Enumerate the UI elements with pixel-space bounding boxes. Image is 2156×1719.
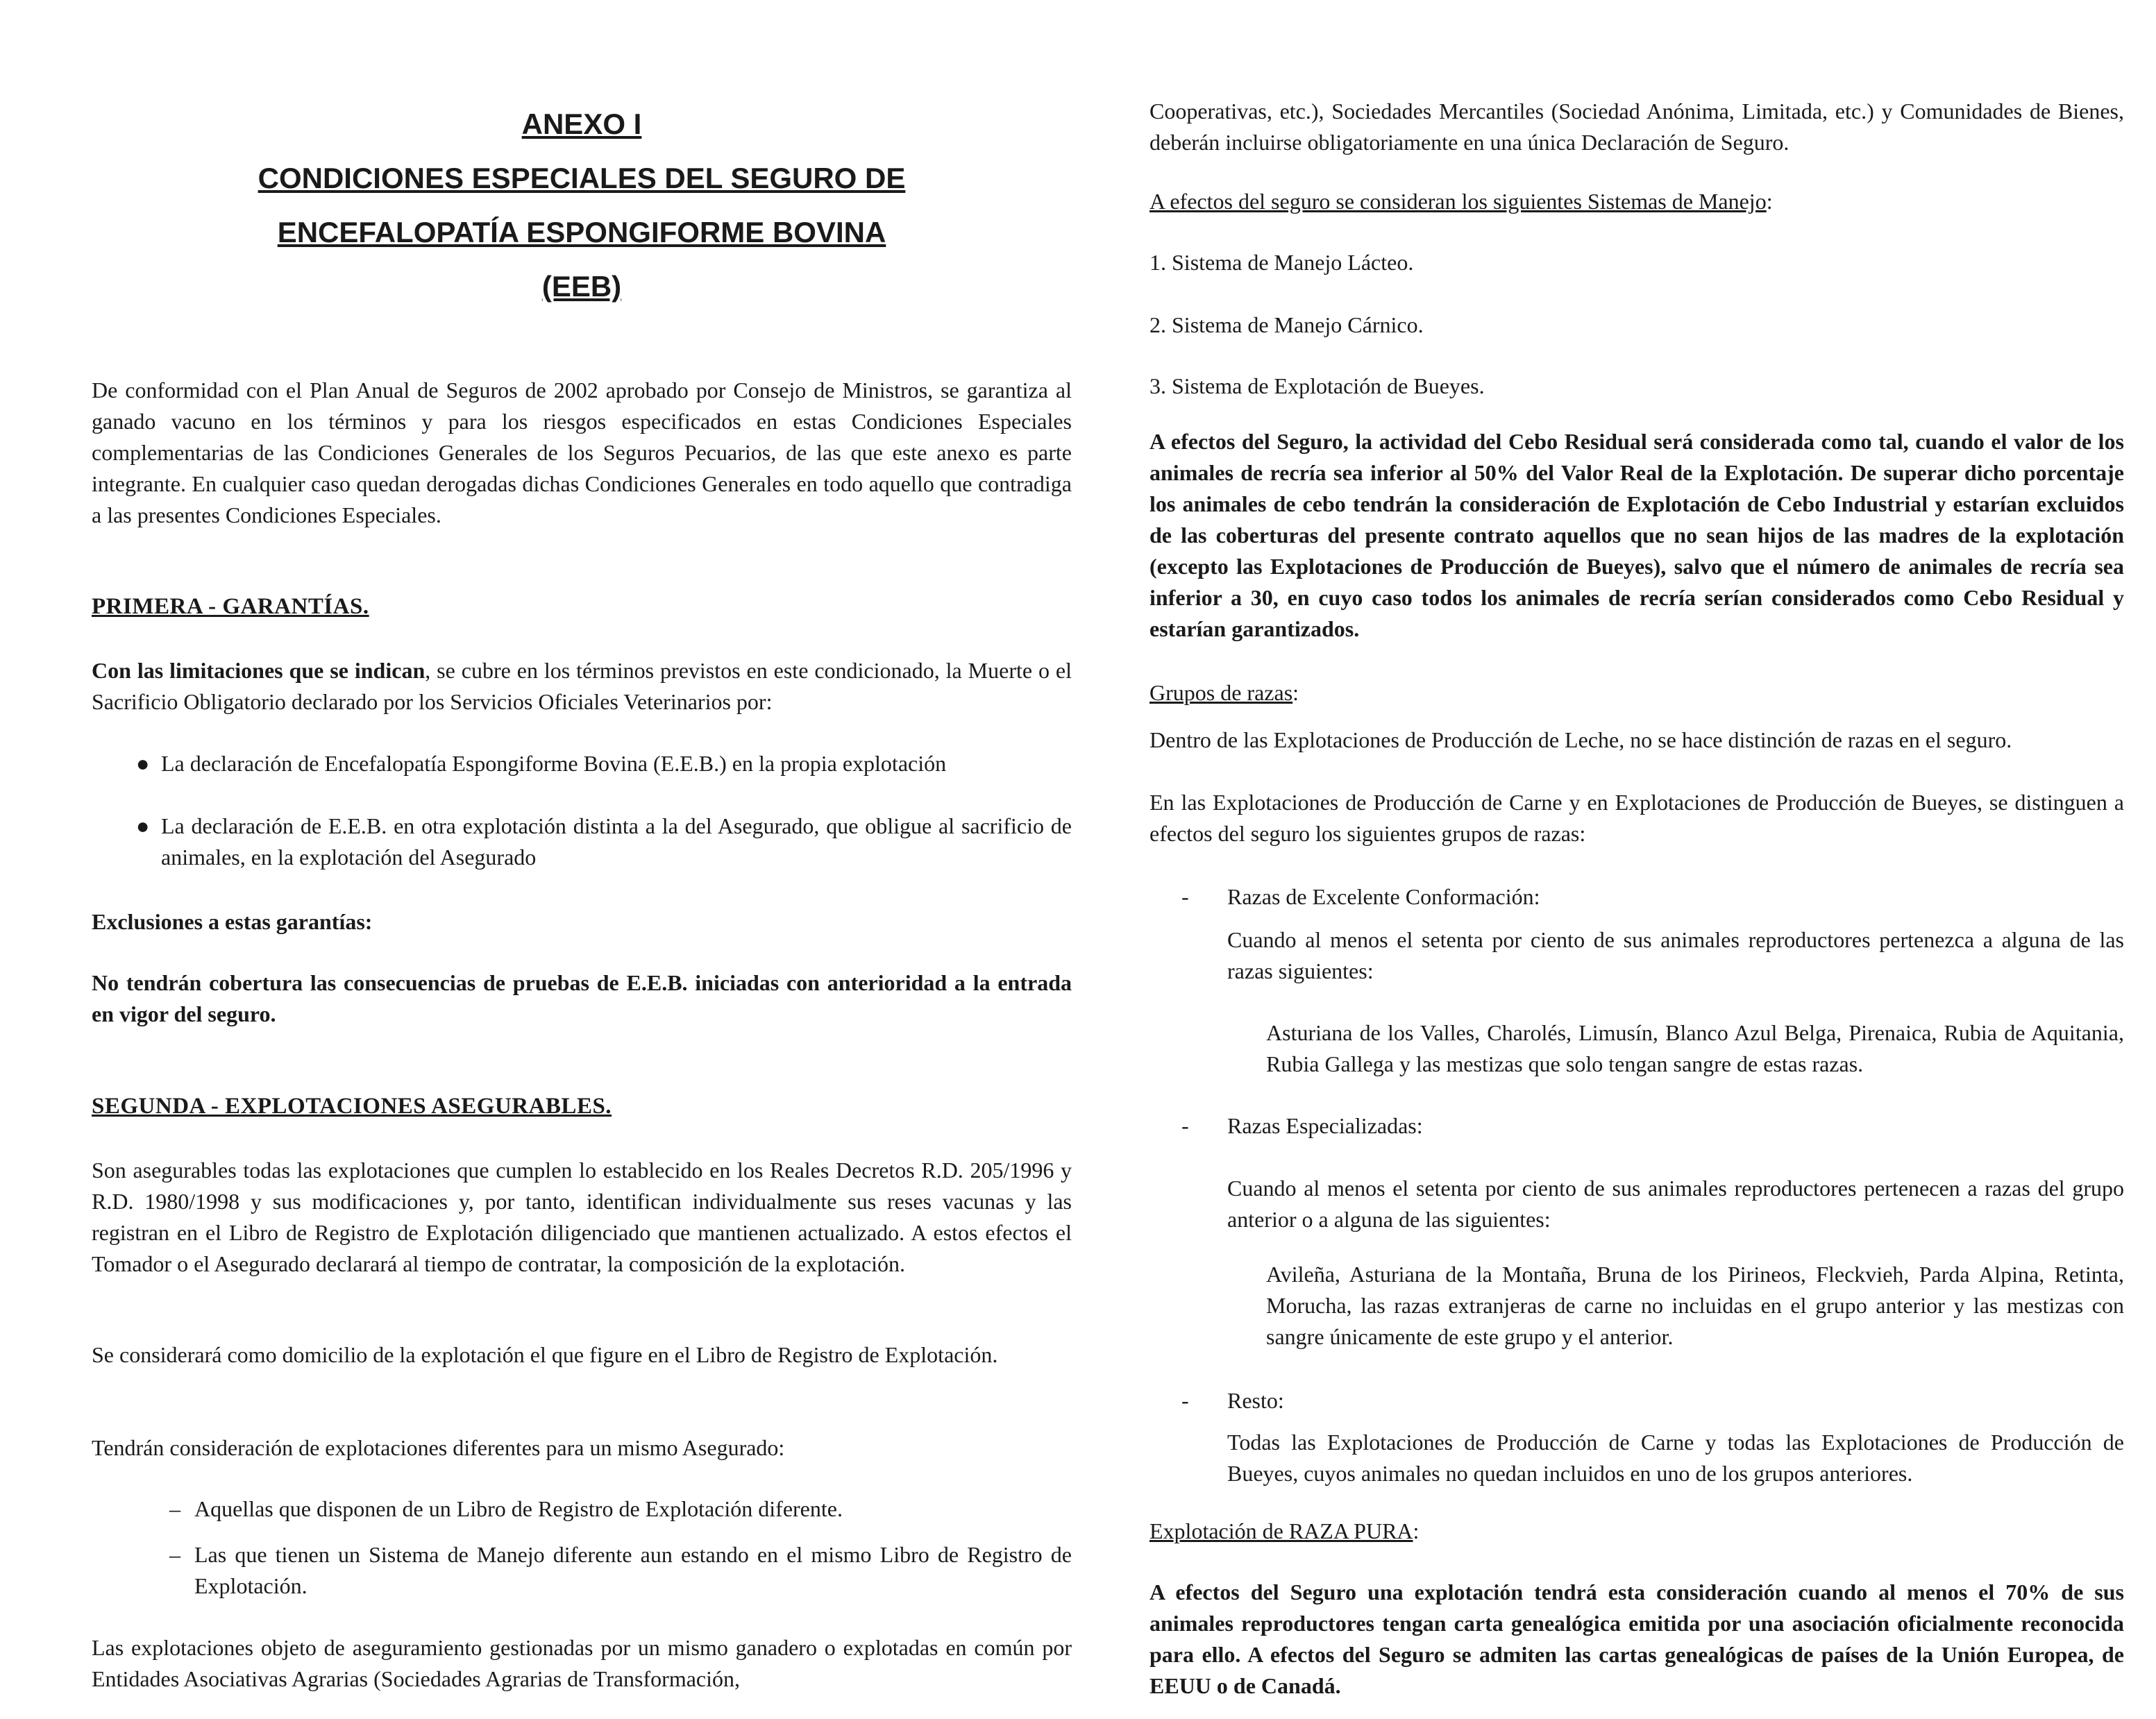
bullet-mark: ● — [136, 813, 150, 838]
sistema-item: 2. Sistema de Manejo Cárnico. — [1149, 312, 1424, 337]
dash-mark: - — [1181, 884, 1189, 909]
primera-paragraph — [92, 655, 1072, 718]
segunda-paragraph-3: Tendrán consideración de explotaciones diferentes para un mismo Asegurado: — [92, 1435, 785, 1460]
exclusiones-heading: Exclusiones a estas garantías: — [92, 909, 373, 934]
dash-item — [169, 1493, 1072, 1525]
sistemas-colon: : — [1766, 189, 1773, 214]
raza-group-title: Razas de Excelente Conformación: — [1227, 884, 1540, 909]
dash-mark: - — [1181, 1113, 1189, 1138]
title-line-condiciones: CONDICIONES ESPECIALES DEL SEGURO DE — [258, 162, 906, 194]
raza-pura-colon: : — [1413, 1518, 1420, 1543]
raza-pura-heading-text: Explotación de RAZA PURA — [1149, 1518, 1413, 1543]
dash-mark: - — [1181, 1388, 1189, 1413]
segunda-heading: SEGUNDA - EXPLOTACIONES ASEGURABLES. — [92, 1094, 612, 1119]
bullet-item — [136, 748, 1072, 779]
raza-group-description: Todas las Explotaciones de Producción de Carne y todas las Explotaciones de Producción de Bueyes, cuyos animales no quedan incluidos en uno de los grupos anteriores. — [1227, 1430, 2124, 1486]
segunda-paragraph-2: Se considerará como domicilio de la explotación el que figure en el Libro de Registro de Explotación. — [92, 1342, 998, 1367]
sistemas-heading-text: A efectos del seguro se consideran los siguientes Sistemas de Manejo — [1149, 189, 1767, 214]
title-line-anexo: ANEXO I — [521, 108, 642, 140]
continuation-paragraph: Cooperativas, etc.), Sociedades Mercantiles (Sociedad Anónima, Limitada, etc.) y Comunidades de Bienes, deberán incluirse obligatoriamente en una única Declaración de Seguro. — [1149, 99, 2124, 155]
raza-group-list: Avileña, Asturiana de la Montaña, Bruna de los Pirineos, Fleckvieh, Parda Alpina, Retinta, Morucha, las razas extranjeras de carne no incluidas en el grupo anterior y las mestizas con sangre únicamente de este grupo y el anterior. — [1266, 1262, 2124, 1349]
dash-mark: – — [169, 1542, 180, 1567]
primera-rest: , se cubre en los términos previstos en este condicionado, la Muerte o el Sacrificio Obligatorio declarado por los Servicios Oficiales Veterinarios por: — [92, 658, 1072, 714]
document-title — [92, 97, 1072, 314]
segunda-paragraph-1: Son asegurables todas las explotaciones que cumplen lo establecido en los Reales Decretos R.D. 205/1996 y R.D. 1980/1998 y sus modificaciones y, por tanto, identifican individualmente sus reses vacunas y las registran en el Libro de Registro de Explotación diligenciado que mantienen actualizado. A estos efectos el Tomador o el Asegurado declarará al tiempo de contratar, la composición de la explotación. — [92, 1158, 1072, 1276]
title-line-encefalopatia: ENCEFALOPATÍA ESPONGIFORME BOVINA — [277, 216, 886, 248]
raza-group — [1181, 1110, 2124, 1142]
raza-group-title: Resto: — [1227, 1388, 1284, 1413]
title-line-eeb: (EEB) — [541, 270, 622, 303]
dash-item — [169, 1539, 1072, 1602]
raza-group-description: Cuando al menos el setenta por ciento de sus animales reproductores pertenecen a razas del grupo anterior o a alguna de las siguientes: — [1227, 1176, 2124, 1232]
grupos-heading-text: Grupos de razas — [1149, 680, 1293, 705]
raza-group-title: Razas Especializadas: — [1227, 1113, 1423, 1138]
dash-text: Las que tienen un Sistema de Manejo diferente aun estando en el mismo Libro de Registro de Explotación. — [194, 1542, 1072, 1598]
sistema-item: 3. Sistema de Explotación de Bueyes. — [1149, 373, 1485, 398]
dash-text: Aquellas que disponen de un Libro de Registro de Explotación diferente. — [194, 1496, 843, 1521]
bullet-mark: ● — [136, 751, 150, 776]
dash-mark: – — [169, 1496, 180, 1521]
raza-group — [1181, 881, 2124, 913]
grupos-paragraph-1: Dentro de las Explotaciones de Producción de Leche, no se hace distinción de razas en el seguro. — [1149, 727, 2012, 752]
sistema-item: 1. Sistema de Manejo Lácteo. — [1149, 250, 1414, 275]
bullet-text: La declaración de Encefalopatía Espongiforme Bovina (E.E.B.) en la propia explotación — [161, 751, 947, 776]
exclusiones-text: No tendrán cobertura las consecuencias de pruebas de E.E.B. iniciadas con anterioridad a la entrada en vigor del seguro. — [92, 970, 1072, 1026]
cebo-residual-paragraph: A efectos del Seguro, la actividad del Cebo Residual será considerada como tal, cuando el valor de los animales de recría sea inferior al 50% del Valor Real de la Explotación. De superar dicho porcentaje los animales de cebo tendrán la consideración de Explotación de Cebo Industrial y estarían excluidos de las coberturas del presente contrato aquellos que no sean hijos de las madres de la explotación (excepto las Explotaciones de Producción de Bueyes), salvo que el número de animales de recría sea inferior a 30, en cuyo caso todos los animales de recría serían considerados como Cebo Residual y estarían garantizados. — [1149, 429, 2124, 641]
raza-pura-paragraph: A efectos del Seguro una explotación tendrá esta consideración cuando al menos el 70% de sus animales reproductores tengan carta genealógica emitida por una asociación oficialmente reconocida para ello. A efectos del Seguro se admiten las cartas genealógicas de países de la Unión Europea, de EEUU o de Canadá. — [1149, 1580, 2124, 1698]
raza-group — [1181, 1385, 2124, 1416]
left-column — [92, 0, 1072, 1691]
grupos-heading — [1149, 677, 2124, 709]
bullet-text: La declaración de E.E.B. en otra explotación distinta a la del Asegurado, que obligue al sacrificio de animales, en la explotación del Asegurado — [161, 813, 1072, 870]
raza-pura-heading — [1149, 1516, 2124, 1547]
segunda-paragraph-4: Las explotaciones objeto de aseguramiento gestionadas por un mismo ganadero o explotadas en común por Entidades Asociativas Agrarias (Sociedades Agrarias de Transformación, — [92, 1635, 1072, 1691]
grupos-colon: : — [1292, 680, 1299, 705]
primera-heading: PRIMERA - GARANTÍAS. — [92, 594, 369, 619]
grupos-paragraph-2: En las Explotaciones de Producción de Carne y en Explotaciones de Producción de Bueyes, se distinguen a efectos del seguro los siguientes grupos de razas: — [1149, 790, 2124, 846]
intro-paragraph: De conformidad con el Plan Anual de Seguros de 2002 aprobado por Consejo de Ministros, se garantiza al ganado vacuno en los términos y para los riesgos especificados en estas Condiciones Especiales complementarias de las Condiciones Generales de los Seguros Pecuarios, de las que este anexo es parte integrante. En cualquier caso quedan derogadas dichas Condiciones Generales en todo aquello que contradiga a las presentes Condiciones Especiales. — [92, 378, 1072, 527]
primera-bold-lead: Con las limitaciones que se indican — [92, 658, 426, 683]
raza-group-list: Asturiana de los Valles, Charolés, Limusín, Blanco Azul Belga, Pirenaica, Rubia de Aquitania, Rubia Gallega y las mestizas que solo tengan sangre de estas razas. — [1266, 1020, 2124, 1076]
sistemas-heading — [1149, 186, 2124, 217]
bullet-item — [136, 811, 1072, 873]
raza-group-description: Cuando al menos el setenta por ciento de sus animales reproductores pertenezca a alguna de las razas siguientes: — [1227, 927, 2124, 983]
